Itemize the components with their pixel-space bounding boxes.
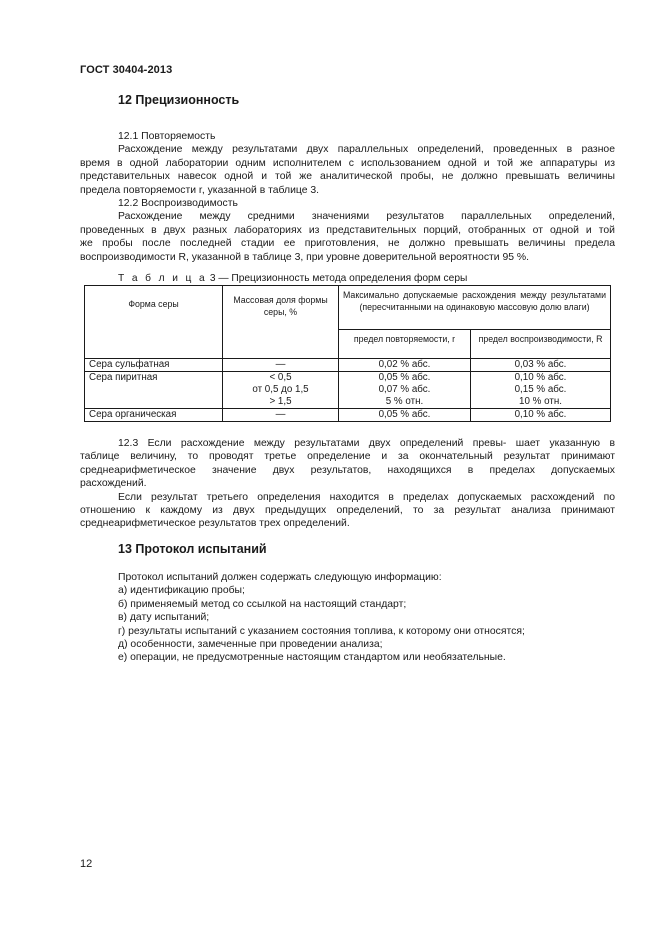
subsection-12-2-title: 12.2 Воспроизводимость <box>118 198 238 210</box>
mass-range: > 1,5 <box>269 396 292 407</box>
list-item: е) операции, не предусмотренные настоящим стандартом или необязательные. <box>118 652 506 664</box>
document-code-header: ГОСТ 30404-2013 <box>80 64 173 76</box>
paragraph-line: Если результат третьего определения находится в пределах допускаемых расхождений по <box>118 491 615 503</box>
section-12-3 <box>80 437 615 531</box>
table-header-form: Форма серы <box>85 286 223 359</box>
paragraph-line: 12.3 Если расхождение между результатами двух определений превы- шает указанную в <box>118 438 615 449</box>
mass-range: от 0,5 до 1,5 <box>252 384 309 395</box>
table-cell-form: Сера органическая <box>85 409 223 422</box>
section-13-title: 13 Протокол испытаний <box>118 542 267 556</box>
list-item: г) результаты испытаний с указанием состояния топлива, к которому они относятся; <box>118 625 525 637</box>
table-cell-mass: — <box>223 359 339 372</box>
list-item: д) особенности, замеченные при проведении анализа; <box>118 639 383 651</box>
table-header-reproducibility: предел воспроизводимости, R <box>471 330 611 359</box>
paragraph-line: воспроизводимости R, указанной в таблице 3, при уровне доверительной вероятности 95 %. <box>80 251 530 263</box>
paragraph-line: среднеарифметическое результатов трех определений. <box>80 518 350 530</box>
r-value: 5 % отн. <box>385 396 424 407</box>
paragraph-line: представительных навесок одной и той же аналитической пробы, не должно превышать величины <box>80 171 615 183</box>
r-value: 0,07 % абс. <box>378 384 431 395</box>
R-value: 0,15 % абс. <box>514 384 567 395</box>
paragraph-line: время в одной лаборатории одним исполнителем с использованием одной и той же аппаратуры из <box>80 157 615 169</box>
table-cell-r <box>339 372 471 409</box>
r-value: 0,05 % абс. <box>378 372 431 383</box>
list-item: а) идентификацию пробы; <box>118 585 245 597</box>
list-item: б) применяемый метод со ссылкой на настоящий стандарт; <box>118 598 407 610</box>
list-item: в) дату испытаний; <box>118 612 210 624</box>
paragraph-line: среднеарифметическое значение двух результатов, находящихся в пределах допускаемых <box>80 464 615 476</box>
paragraph-line: таблице величину, то проводят третье определение и за окончательный результат принимают <box>80 451 615 463</box>
table-header-group: Максимально допускаемые расхождения между результатами (пересчитанными на одинаковую массовую долю влаги) <box>339 286 611 330</box>
table-header-mass: Массовая доля формы серы, % <box>223 286 339 359</box>
paragraph-line: же пробы после последней стадии ее приготовления, не должно превышать величины предела <box>80 238 615 250</box>
R-value: 10 % отн. <box>519 396 562 407</box>
mass-range: < 0,5 <box>269 372 292 383</box>
table-cell-r: 0,05 % абс. <box>339 409 471 422</box>
section-12-title: 12 Прецизионность <box>118 93 240 107</box>
paragraph-line: проведенных в двух разных лабораториях из представительных порций, отобранных от одной и той <box>80 224 615 236</box>
precision-table <box>84 285 611 422</box>
R-value: 0,10 % абс. <box>514 372 567 383</box>
table-cell-r: 0,02 % абс. <box>339 359 471 372</box>
table-cell-mass: — <box>223 409 339 422</box>
table-3-caption <box>118 273 467 284</box>
paragraph-line: отношению к каждому из двух предыдущих определений, то за результат анализа принимают <box>80 505 615 517</box>
subsection-12-1-title: 12.1 Повторяемость <box>118 131 216 142</box>
paragraph-line: Расхождение между средними значениями результатов параллельных определений, <box>118 211 615 223</box>
table-cell-form: Сера пиритная <box>85 372 223 409</box>
table-header-repeatability: предел повторяемости, r <box>339 330 471 359</box>
protocol-intro: Протокол испытаний должен содержать следующую информацию: <box>118 572 442 583</box>
paragraph-line: Расхождение между результатами двух параллельных определений, проведенных в разное <box>118 144 615 156</box>
paragraph-line: расхождений. <box>80 478 147 490</box>
paragraph-line: предела повторяемости r, указанной в таблице 3. <box>80 184 320 196</box>
table-cell-R <box>471 372 611 409</box>
table-cell-mass <box>223 372 339 409</box>
section-12-1 <box>80 130 615 264</box>
table-cell-form: Сера сульфатная <box>85 359 223 372</box>
table-caption-word: Т а б л и ц а <box>118 273 208 284</box>
page-number: 12 <box>80 858 93 870</box>
table-caption-text: 3 — Прецизионность метода определения форм серы <box>207 273 468 284</box>
table-cell-R: 0,10 % абс. <box>471 409 611 422</box>
table-cell-R: 0,03 % абс. <box>471 359 611 372</box>
protocol-list <box>118 571 598 665</box>
